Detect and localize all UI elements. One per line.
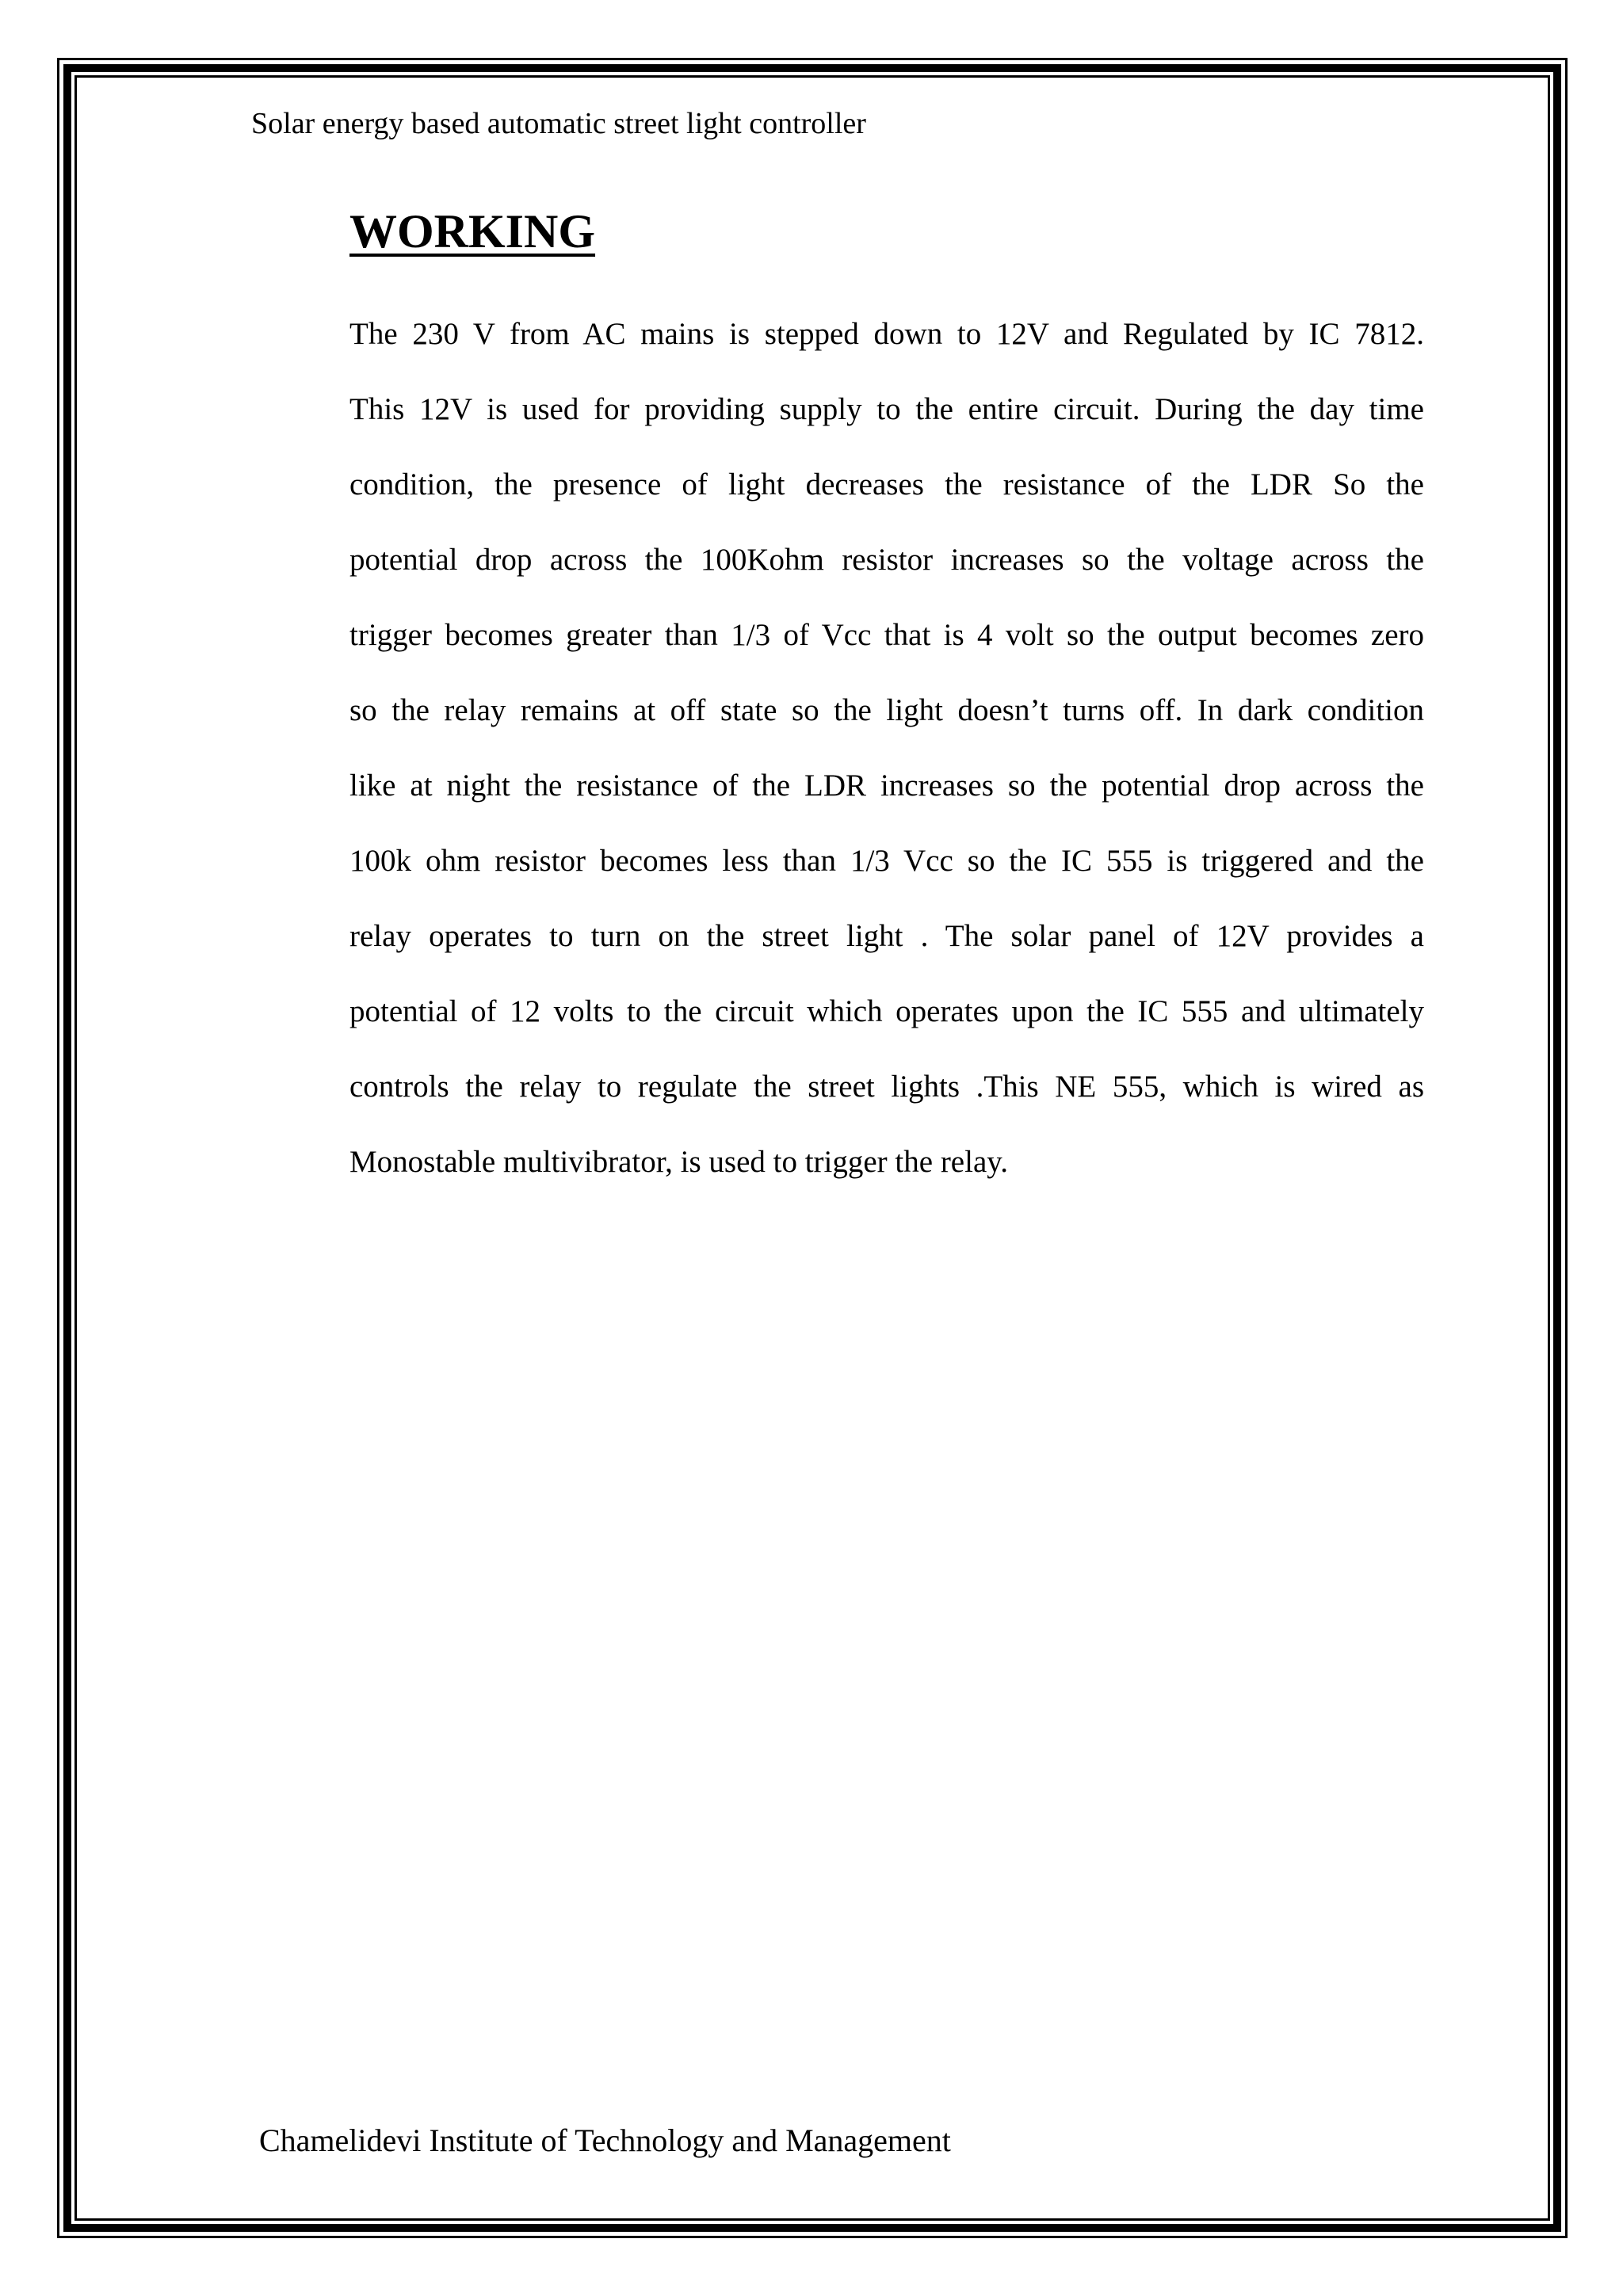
running-footer: Chamelidevi Institute of Technology and Management	[259, 2122, 951, 2158]
paragraph-line: relay operates to turn on the street light . The solar panel of 12V provides a	[349, 919, 1424, 953]
paragraph-line: so the relay remains at off state so the light doesn’t turns off. In dark condition	[349, 693, 1424, 727]
paragraph-line: potential drop across the 100Kohm resistor increases so the voltage across the	[349, 543, 1424, 577]
paragraph-line: controls the relay to regulate the street lights .This NE 555, which is wired as	[349, 1070, 1424, 1104]
running-header: Solar energy based automatic street light controller	[251, 107, 866, 140]
paragraph-line: Monostable multivibrator, is used to trigger the relay.	[349, 1145, 1008, 1179]
paragraph-line: 100k ohm resistor becomes less than 1/3 Vcc so the IC 555 is triggered and the	[349, 844, 1424, 878]
section-heading: WORKING	[349, 205, 596, 257]
paragraph-line: potential of 12 volts to the circuit which operates upon the IC 555 and ultimately	[349, 994, 1424, 1028]
paragraph-line: This 12V is used for providing supply to the entire circuit. During the day time	[349, 392, 1424, 426]
body-paragraph	[349, 312, 1424, 1215]
paragraph-line: condition, the presence of light decreases the resistance of the LDR So the	[349, 467, 1424, 502]
paragraph-line: like at night the resistance of the LDR increases so the potential drop across the	[349, 769, 1424, 803]
paragraph-line: The 230 V from AC mains is stepped down to 12V and Regulated by IC 7812.	[349, 317, 1424, 351]
paragraph-line: trigger becomes greater than 1/3 of Vcc that is 4 volt so the output becomes zero	[349, 618, 1424, 652]
